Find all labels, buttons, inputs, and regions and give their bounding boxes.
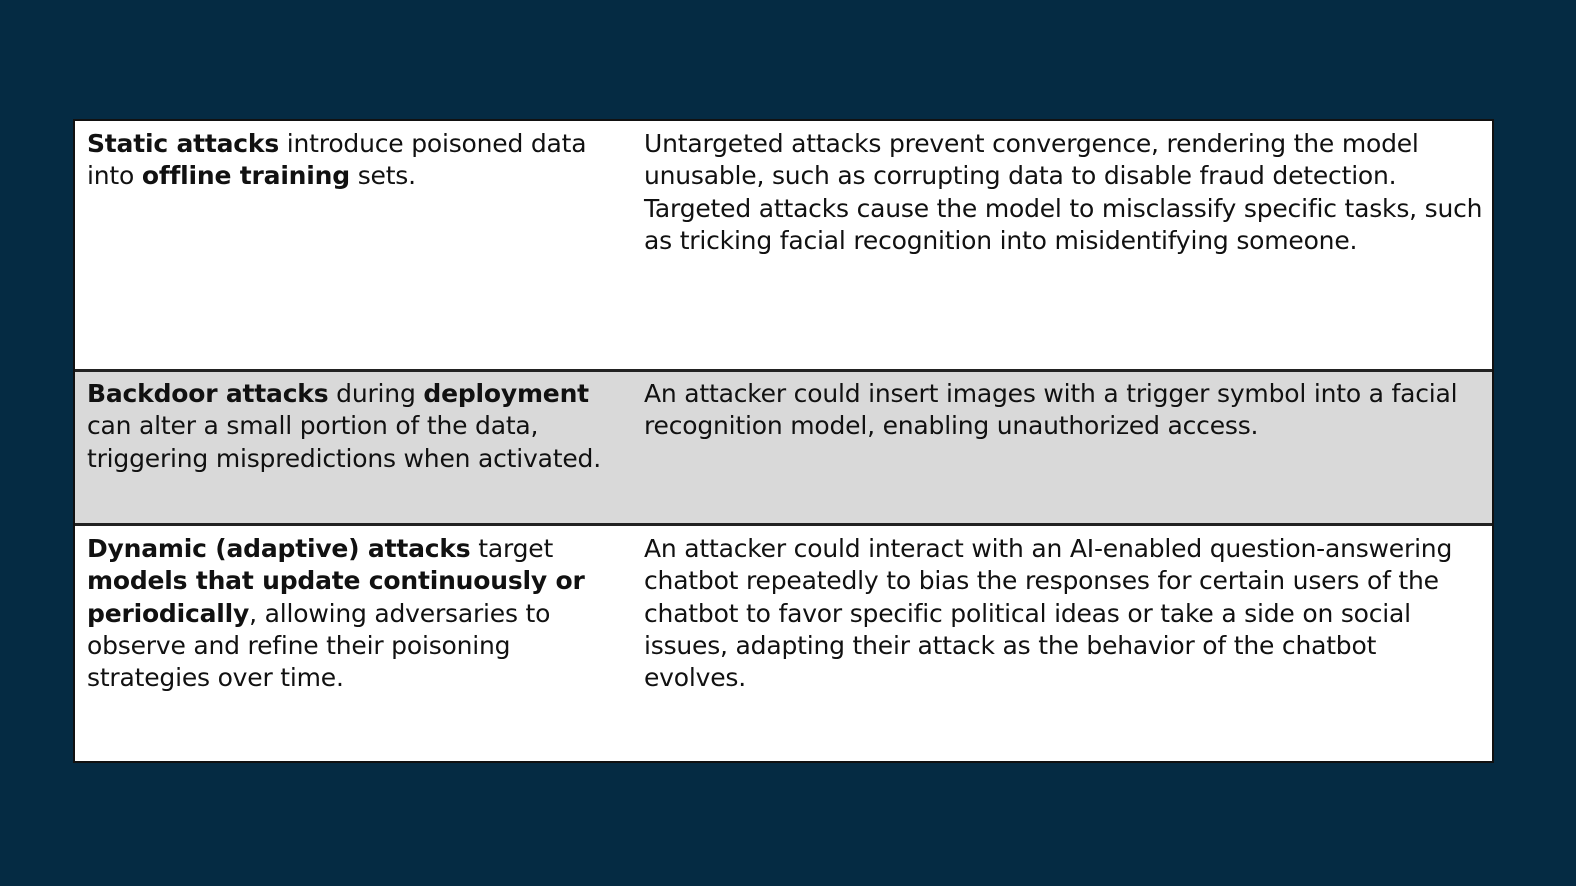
table-row-static-attacks <box>75 121 1492 372</box>
attack-context-term: models that update continuously or periodically <box>87 566 585 628</box>
attack-type-term: Static attacks <box>87 129 280 158</box>
attack-type-description: Backdoor attacks during deployment can alter a small portion of the data, triggering mispredictions when activated. <box>87 379 601 473</box>
attack-types-table <box>73 119 1494 763</box>
attack-type-description: Dynamic (adaptive) attacks target models that update continuously or periodically, allowing adversaries to observe and refine their poisoning strategies over time. <box>87 534 585 693</box>
attack-type-cell <box>87 121 627 369</box>
attack-context-term: offline training <box>141 161 350 191</box>
example-untargeted: Untargeted attacks prevent convergence, rendering the model unusable, such as corrupting data to disable fraud detection. <box>644 129 1419 191</box>
attack-example-cell <box>644 372 1484 523</box>
attack-type-description: Static attacks introduce poisoned data into offline training sets. <box>87 129 587 191</box>
attack-context-term: deployment <box>423 379 589 408</box>
attack-type-cell <box>87 372 627 523</box>
table-row-dynamic-attacks <box>75 526 1492 761</box>
table-row-backdoor-attacks <box>75 372 1492 526</box>
example-targeted: Targeted attacks cause the model to misclassify specific tasks, such as tricking facial recognition into misidentifying someone. <box>644 193 1483 255</box>
attack-type-cell <box>87 526 627 761</box>
attack-type-term: Dynamic (adaptive) attacks <box>87 534 471 563</box>
attack-example-cell <box>644 121 1484 369</box>
example-dynamic: An attacker could interact with an AI-enabled question-answering chatbot repeatedly to bias the responses for certain users of the chatbot to favor specific political ideas or take a side on social issues, adapting their attack as the behavior of the chatbot evolves. <box>644 534 1453 693</box>
attack-example-cell <box>644 526 1484 761</box>
example-backdoor: An attacker could insert images with a trigger symbol into a facial recognition model, enabling unauthorized access. <box>644 379 1458 441</box>
attack-type-term: Backdoor attacks <box>87 379 329 408</box>
